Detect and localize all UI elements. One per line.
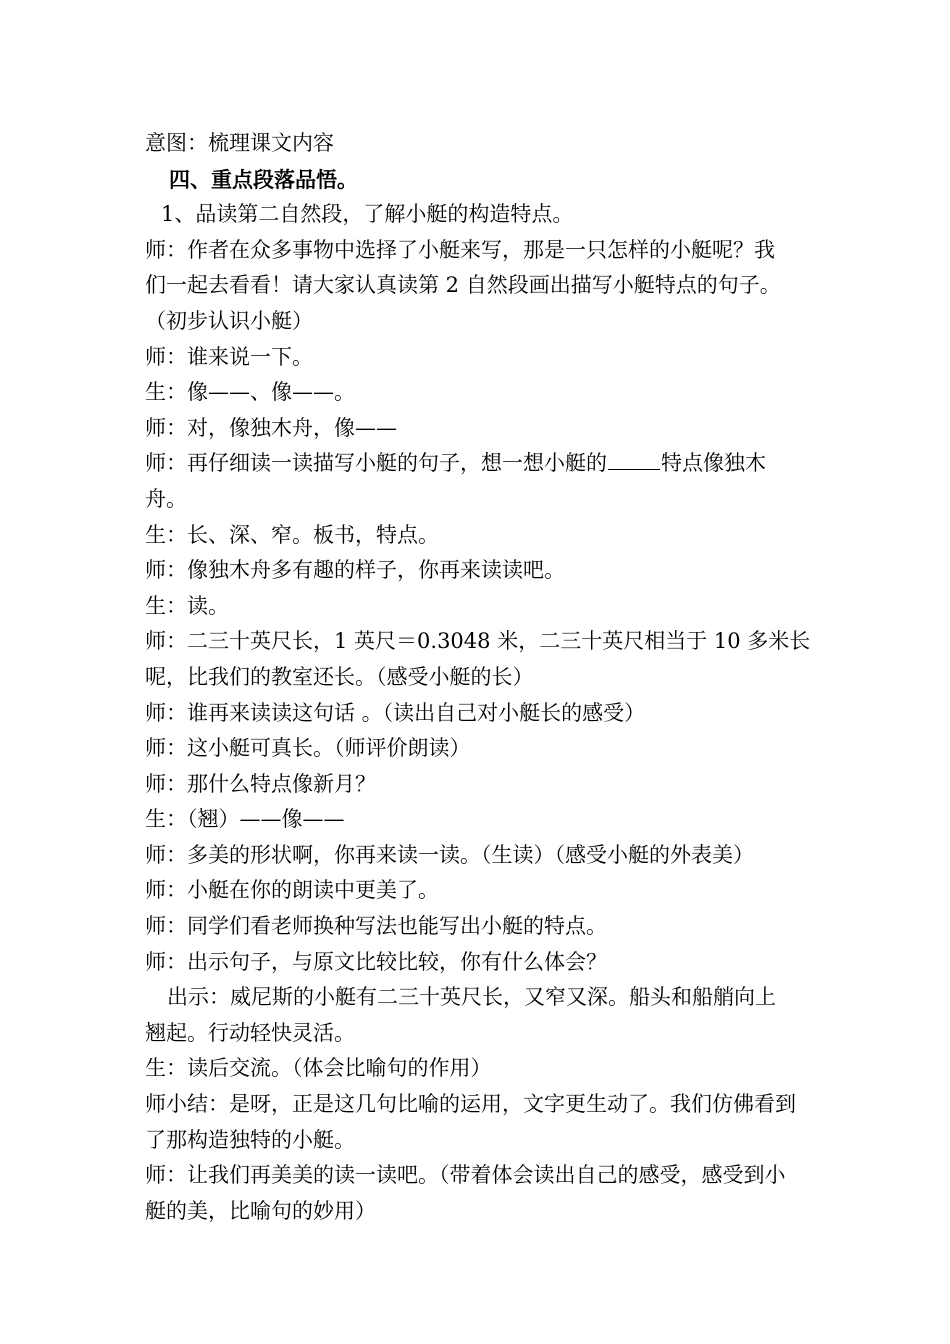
dialogue-line: 生：长、深、窄。板书，特点。 xyxy=(145,522,439,547)
summary-line: 了那构造独特的小艇。 xyxy=(145,1127,355,1152)
dialogue-text-before-blank: 师：再仔细读一读描写小艇的句子，想一想小艇的 xyxy=(145,451,607,476)
dialogue-line: 师：同学们看老师换种写法也能写出小艇的特点。 xyxy=(145,914,607,939)
fill-in-blank xyxy=(608,447,660,470)
dialogue-line: 舟。 xyxy=(145,486,187,511)
dialogue-line: 生：读后交流。（体会比喻句的作用） xyxy=(145,1056,492,1081)
dialogue-line: 师：出示句子，与原文比较比较，你有什么体会？ xyxy=(145,949,607,974)
dialogue-line-with-blank xyxy=(145,446,815,482)
dialogue-line: 生：像——、像——。 xyxy=(145,380,355,405)
dialogue-line: 生：（翘）——像—— xyxy=(145,807,345,832)
paragraph-line: 师：作者在众多事物中选择了小艇来写，那是一只怎样的小艇呢？我 xyxy=(145,237,775,262)
dialogue-line: 师：谁再来读读这句话 。（读出自己对小艇长的感受） xyxy=(145,700,646,725)
dialogue-line: 艇的美，比喻句的妙用） xyxy=(145,1198,376,1223)
subsection-heading: 1、品读第二自然段，了解小艇的构造特点。 xyxy=(161,202,574,227)
summary-line: 师小结：是呀，正是这几句比喻的运用，文字更生动了。我们仿佛看到 xyxy=(145,1092,796,1117)
paragraph-line: 们一起去看看！请大家认真读第 2 自然段画出描写小艇特点的句子。 xyxy=(145,273,781,298)
dialogue-line: 师：小艇在你的朗读中更美了。 xyxy=(145,878,439,903)
dialogue-line: 师：对，像独木舟，像—— xyxy=(145,415,397,440)
section-heading: 四、重点段落品悟。 xyxy=(169,166,358,192)
dialogue-line: 师：这小艇可真长。（师评价朗读） xyxy=(145,736,471,761)
dialogue-line: 师：让我们再美美的读一读吧。（带着体会读出自己的感受，感受到小 xyxy=(145,1163,786,1188)
dialogue-line: 师：像独木舟多有趣的样子，你再来读读吧。 xyxy=(145,558,565,583)
paragraph-line: （初步认识小艇） xyxy=(145,308,313,333)
dialogue-line: 师：多美的形状啊，你再来读一读。（生读）（感受小艇的外表美） xyxy=(145,842,754,867)
dialogue-line: 呢，比我们的教室还长。（感受小艇的长） xyxy=(145,664,534,689)
example-sentence-line: 翘起。行动轻快灵活。 xyxy=(145,1020,355,1045)
dialogue-line: 师：谁来说一下。 xyxy=(145,344,313,369)
example-sentence-line: 出示：威尼斯的小艇有二三十英尺长，又窄又深。船头和船艄向上 xyxy=(167,985,776,1010)
intent-line: 意图：梳理课文内容 xyxy=(145,131,334,155)
document-body xyxy=(145,126,815,1229)
dialogue-text-after-blank: 特点像独木 xyxy=(661,451,766,476)
dialogue-line: 生：读。 xyxy=(145,593,229,618)
dialogue-line: 师：那什么特点像新月？ xyxy=(145,771,376,796)
dialogue-line: 师：二三十英尺长，1 英尺＝0.3048 米，二三十英尺相当于 10 多米长 xyxy=(145,629,811,654)
